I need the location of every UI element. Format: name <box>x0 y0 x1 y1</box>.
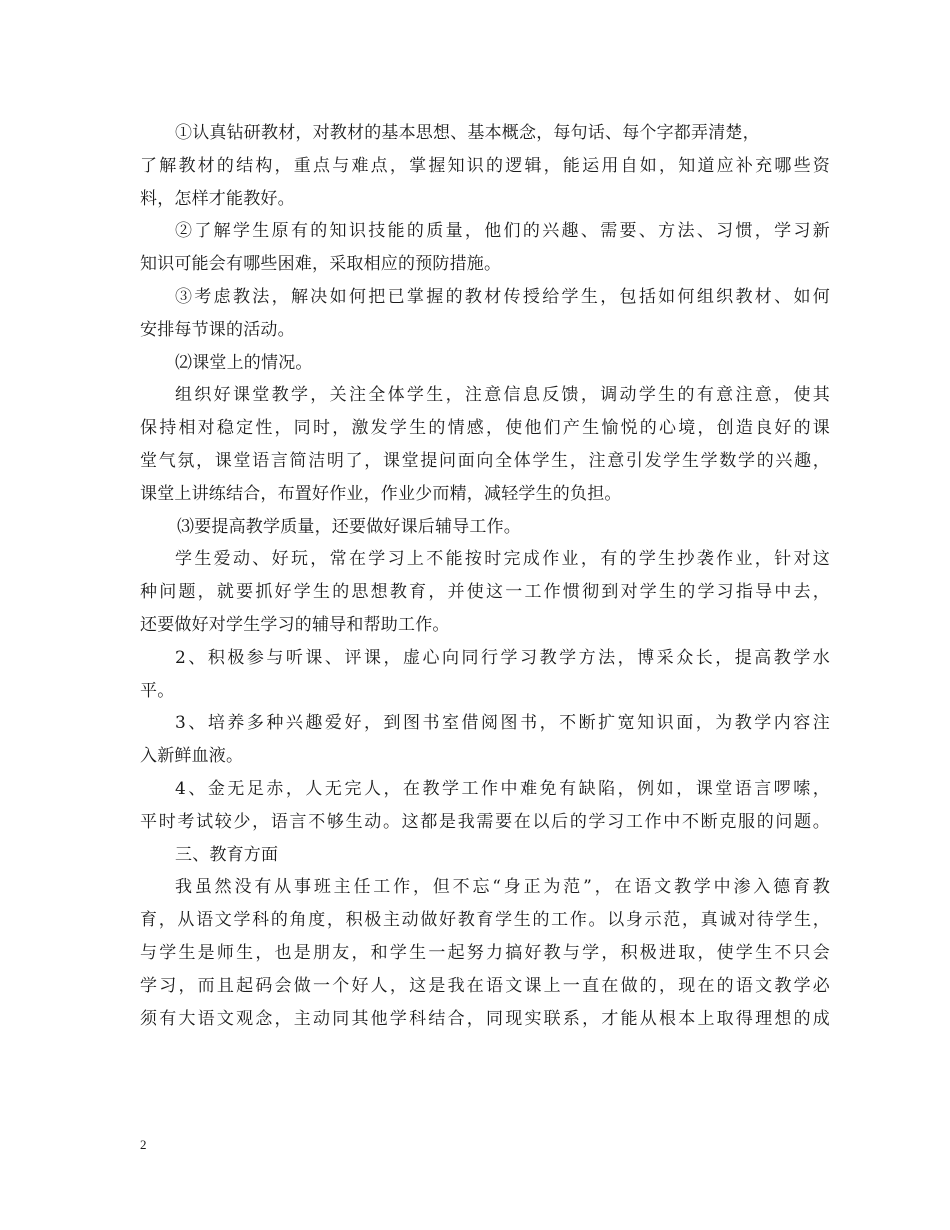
section-heading: ⑵课堂上的情况。 <box>175 352 313 373</box>
text-line: 料，怎样才能教好。 <box>140 188 295 209</box>
text-line: 种问题，就要抓好学生的思想教育，并使这一工作惯彻到对学生的学习指导中去， <box>140 582 830 603</box>
text-line: 育，从语文学科的角度，积极主动做好教育学生的工作。以身示范，真诚对待学生， <box>140 910 830 931</box>
text-line: 了解教材的结构，重点与难点，掌握知识的逻辑，能运用自如，知道应补充哪些资 <box>140 155 830 176</box>
text-line: 平时考试较少，语言不够生动。这都是我需要在以后的学习工作中不断克服的问题。 <box>140 811 830 832</box>
text-line: 须有大语文观念，主动同其他学科结合，同现实联系，才能从根本上取得理想的成 <box>140 1008 830 1029</box>
text-line: 学习，而且起码会做一个好人，这是我在语文课上一直在做的，现在的语文教学必 <box>140 975 830 996</box>
text-line: 堂气氛，课堂语言简洁明了，课堂提问面向全体学生，注意引发学生学数学的兴趣， <box>140 450 830 471</box>
text-line: 安排每节课的活动。 <box>140 319 295 340</box>
text-line: ②了解学生原有的知识技能的质量，他们的兴趣、需要、方法、习惯，学习新 <box>175 221 830 242</box>
text-line: 知识可能会有哪些困难，采取相应的预防措施。 <box>140 254 502 275</box>
section-heading: ⑶要提高教学质量，还要做好课后辅导工作。 <box>177 516 521 537</box>
section-heading: 三、教育方面 <box>175 844 279 865</box>
text-line: 组织好课堂教学，关注全体学生，注意信息反馈，调动学生的有意注意，使其 <box>175 385 830 406</box>
text-line: 与学生是师生，也是朋友，和学生一起努力搞好教与学，积极进取，使学生不只会 <box>140 942 830 963</box>
page-number: 2 <box>140 1137 147 1152</box>
text-line: 保持相对稳定性，同时，激发学生的情感，使他们产生愉悦的心境，创造良好的课 <box>140 418 830 439</box>
text-line: 2、积极参与听课、评课，虚心向同行学习教学方法，博采众长，提高教学水 <box>175 647 830 668</box>
text-line: 平。 <box>140 680 175 701</box>
text-line: 课堂上讲练结合，布置好作业，作业少而精，减轻学生的负担。 <box>140 483 622 504</box>
text-line: ③考虑教法，解决如何把已掌握的教材传授给学生，包括如何组织教材、如何 <box>175 286 830 307</box>
text-line: 3、培养多种兴趣爱好，到图书室借阅图书，不断扩宽知识面，为教学内容注 <box>175 713 830 734</box>
text-line: 学生爱动、好玩，常在学习上不能按时完成作业，有的学生抄袭作业，针对这 <box>175 549 830 570</box>
text-line: 入新鲜血液。 <box>140 746 244 767</box>
text-line: ①认真钻研教材，对教材的基本思想、基本概念，每句话、每个字都弄清楚， <box>175 123 760 143</box>
text-line: 我虽然没有从事班主任工作，但不忘“身正为范”，在语文教学中渗入德育教 <box>175 877 830 898</box>
text-line: 4、金无足赤，人无完人，在教学工作中难免有缺陷，例如，课堂语言啰嗦， <box>175 778 830 799</box>
text-line: 还要做好对学生学习的辅导和帮助工作。 <box>140 614 450 635</box>
document-body <box>140 117 830 1035</box>
